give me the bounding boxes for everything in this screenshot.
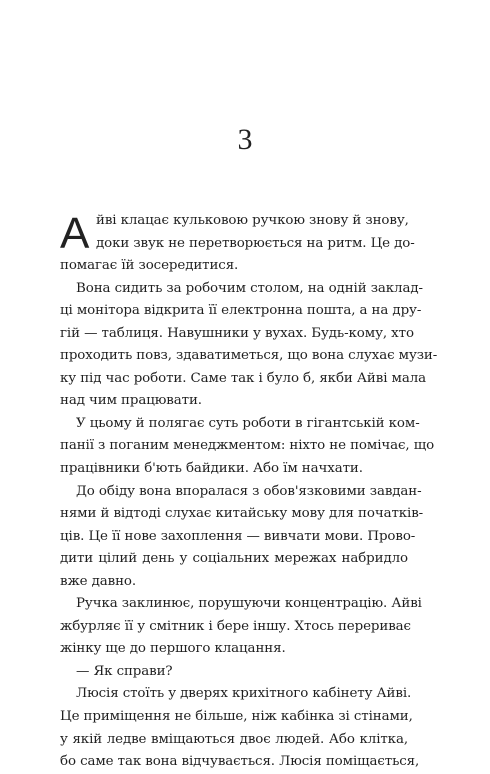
text-line: Ручка заклинює, порушуючи концентрацію. Айві [76,596,422,612]
text-line: бо саме так вона відчувається. Люсія поміщається, [60,754,420,770]
text-line: У цьому й полягає суть роботи в гігантській ком- [76,415,420,431]
text-line: нями й відтоді слухає китайську мову для початків- [60,506,424,522]
text-line: проходить повз, здаватиметься, що вона слухає музи- [60,348,438,364]
text-line: помагає їй зосередитися. [60,258,239,274]
body-text [60,209,438,774]
text-line: ців. Це її нове захоплення — вивчати мови. Прово- [60,528,416,544]
text-line: Це приміщення не більше, ніж кабінка зі стінами, [60,709,413,725]
text-line: А йві клацає кульковою ручкою знову й знову, [60,209,409,258]
text-line: над чим працювати. [60,393,202,409]
text-line: До обіду вона впоралася з обов'язковими завдан- [76,483,422,499]
text-line: Вона сидить за робочим столом, на одній заклад- [76,280,423,296]
text-line: жінку ще до першого клацання. [60,641,286,657]
text-line: у якій ледве вміщаються двоє людей. Або клітка, [60,731,408,747]
text-line: панії з поганим менеджментом: ніхто не помічає, що [60,438,435,454]
text-line: жбурляє її у смітник і бере іншу. Хтось перериває [60,618,411,634]
text-line: Люсія стоїть у дверях крихітного кабінету Айві. [76,686,412,702]
text-line: — Як справи? [76,663,173,679]
text-line: дити цілий день у соціальних мережах набридло [60,551,408,567]
text-line: ці монітора відкрита її електронна пошта, а на дру- [60,303,422,319]
text-line: ку під час роботи. Саме так і було б, якби Айві мала [60,370,427,386]
chapter-number: 3 [237,123,253,156]
text-line: гій — таблиця. Навушники у вухах. Будь-кому, хто [60,325,414,341]
text-line: доки звук не перетворюється на ритм. Це до- [96,235,415,251]
drop-cap: А [60,209,90,258]
text-line: вже давно. [60,573,137,589]
text-line: працівники б'ють байдики. Або їм начхати. [60,461,363,477]
